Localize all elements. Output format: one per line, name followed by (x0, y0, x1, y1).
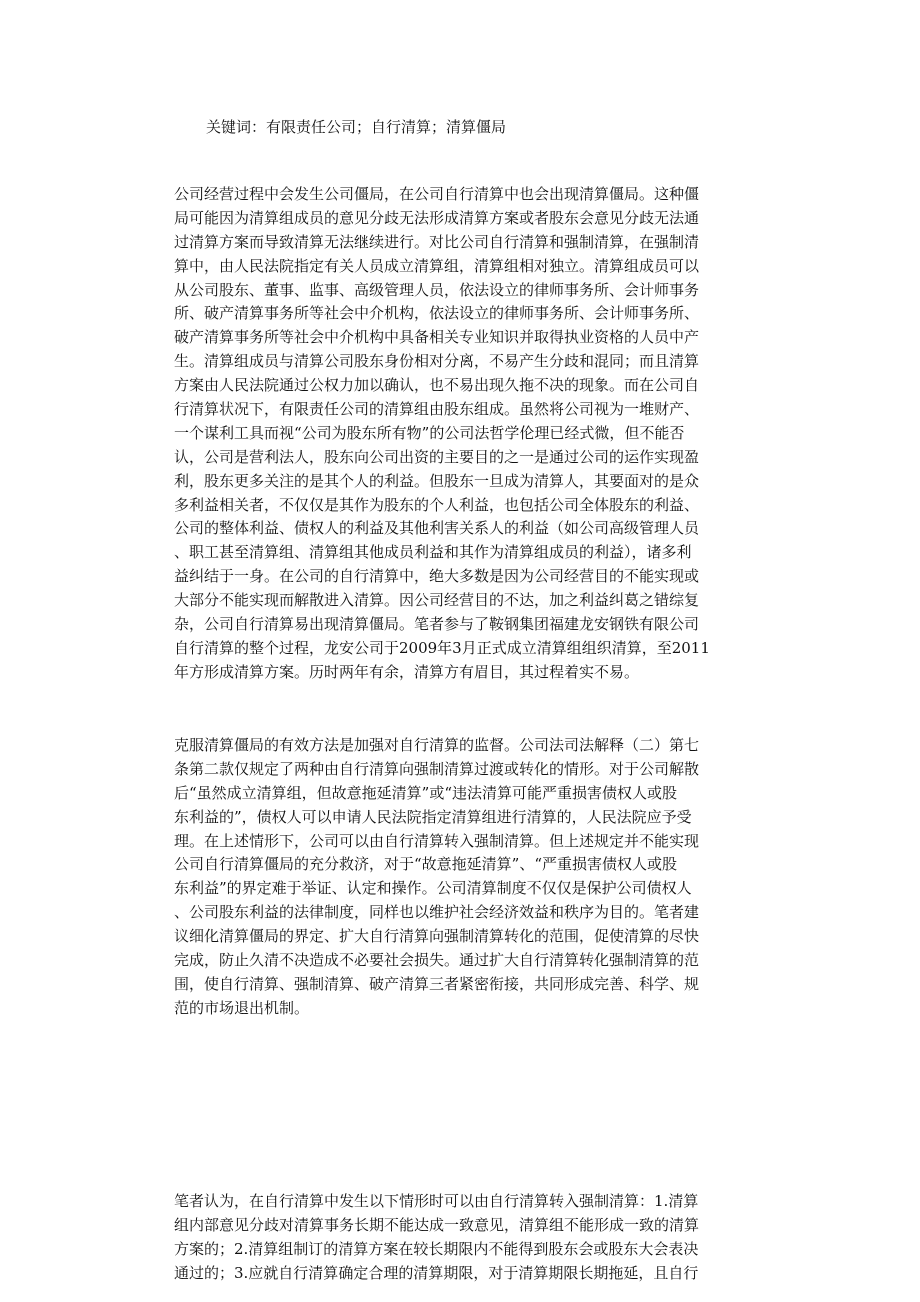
text-line: 行清算状况下，有限责任公司的清算组由股东组成。虽然将公司视为一堆财产、 (174, 400, 700, 419)
text-line: 组内部意见分歧对清算事务长期不能达成一致意见，清算组不能形成一致的清算 (174, 1215, 700, 1234)
text-line: 范的市场退出机制。 (174, 998, 310, 1017)
text-line: 杂，公司自行清算易出现清算僵局。笔者参与了鞍钢集团福建龙安钢铁有限公司 (174, 615, 700, 634)
paragraph-1 (174, 183, 742, 685)
text-line: 笔者认为，在自行清算中发生以下情形时可以由自行清算转入强制清算：1.清算 (174, 1192, 699, 1210)
text-line: 大部分不能实现而解散进入清算。因公司经营目的不达，加之利益纠葛之错综复 (174, 591, 700, 610)
text-line: 东利益的”，债权人可以申请人民法院指定清算组进行清算的，人民法院应予受 (174, 807, 692, 826)
text-line: 所、破产清算事务所等社会中介机构，依法设立的律师事务所、会计师事务所、 (174, 304, 700, 323)
text-line: 公司自行清算僵局的充分救济，对于“故意拖延清算”、“严重损害债权人或股 (174, 855, 678, 874)
text-line: 算中，由人民法院指定有关人员成立清算组，清算组相对独立。清算组成员可以 (174, 256, 700, 275)
text-line: 方案由人民法院通过公权力加以确认，也不易出现久拖不决的现象。而在公司自 (174, 376, 700, 395)
text-line: 理。在上述情形下，公司可以由自行清算转入强制清算。但上述规定并不能实现 (174, 831, 700, 850)
text-line: 从公司股东、董事、监事、高级管理人员，依法设立的律师事务所、会计师事务 (174, 280, 700, 299)
keywords-line: 关键词：有限责任公司；自行清算；清算僵局 (206, 118, 507, 136)
text-line: 后“虽然成立清算组，但故意拖延清算”或“违法清算可能严重损害债权人或股 (174, 783, 678, 802)
text-line: 益纠结于一身。在公司的自行清算中，绝大多数是因为公司经营目的不能实现或 (174, 567, 700, 586)
text-line: 克服清算僵局的有效方法是加强对自行清算的监督。公司法司法解释（二）第七 (174, 736, 700, 754)
text-line: 破产清算事务所等社会中介机构中具备相关专业知识并取得执业资格的人员中产 (174, 328, 700, 347)
text-line: 多利益相关者，不仅仅是其作为股东的个人利益，也包括公司全体股东的利益、 (174, 495, 700, 514)
text-line: 通过的；3.应就自行清算确定合理的清算期限，对于清算期限长期拖延，且自行 (174, 1263, 699, 1282)
text-line: 东利益”的界定难于举证、认定和操作。公司清算制度不仅仅是保护公司债权人 (174, 879, 692, 898)
text-line: 、公司股东利益的法律制度，同样也以维护社会经济效益和秩序为目的。笔者建 (174, 903, 700, 922)
text-line: 公司经营过程中会发生公司僵局，在公司自行清算中也会出现清算僵局。这种僵 (174, 185, 700, 203)
text-line: 围，使自行清算、强制清算、破产清算三者紧密衔接，共同形成完善、科学、规 (174, 974, 700, 993)
paragraph-2 (174, 734, 742, 1021)
text-line: 局可能因为清算组成员的意见分歧无法形成清算方案或者股东会意见分歧无法通 (174, 208, 700, 227)
text-line: 过清算方案而导致清算无法继续进行。对比公司自行清算和强制清算，在强制清 (174, 232, 700, 251)
text-line: 自行清算的整个过程，龙安公司于2009年3月正式成立清算组组织清算，至2011 (174, 638, 710, 657)
paragraph-3 (174, 1190, 742, 1286)
text-line: 认，公司是营利法人，股东向公司出资的主要目的之一是通过公司的运作实现盈 (174, 447, 700, 466)
text-line: 方案的；2.清算组制订的清算方案在较长期限内不能得到股东会或股东大会表决 (174, 1239, 699, 1258)
text-line: 条第二款仅规定了两种由自行清算向强制清算过渡或转化的情形。对于公司解散 (174, 759, 700, 778)
text-line: 利，股东更多关注的是其个人的利益。但股东一旦成为清算人，其要面对的是众 (174, 471, 700, 490)
text-line: 、职工甚至清算组、清算组其他成员利益和其作为清算组成员的利益），诸多利 (174, 543, 692, 562)
text-line: 一个谋利工具而视“公司为股东所有物”的公司法哲学伦理已经式微，但不能否 (174, 423, 685, 442)
text-line: 生。清算组成员与清算公司股东身份相对分离，不易产生分歧和混同；而且清算 (174, 352, 700, 371)
text-line: 完成，防止久清不决造成不必要社会损失。通过扩大自行清算转化强制清算的范 (174, 951, 700, 970)
text-line: 议细化清算僵局的界定、扩大自行清算向强制清算转化的范围，促使清算的尽快 (174, 927, 700, 946)
text-line: 公司的整体利益、债权人的利益及其他利害关系人的利益（如公司高级管理人员 (174, 519, 700, 538)
text-line: 年方形成清算方案。历时两年有余，清算方有眉目，其过程着实不易。 (174, 662, 640, 681)
